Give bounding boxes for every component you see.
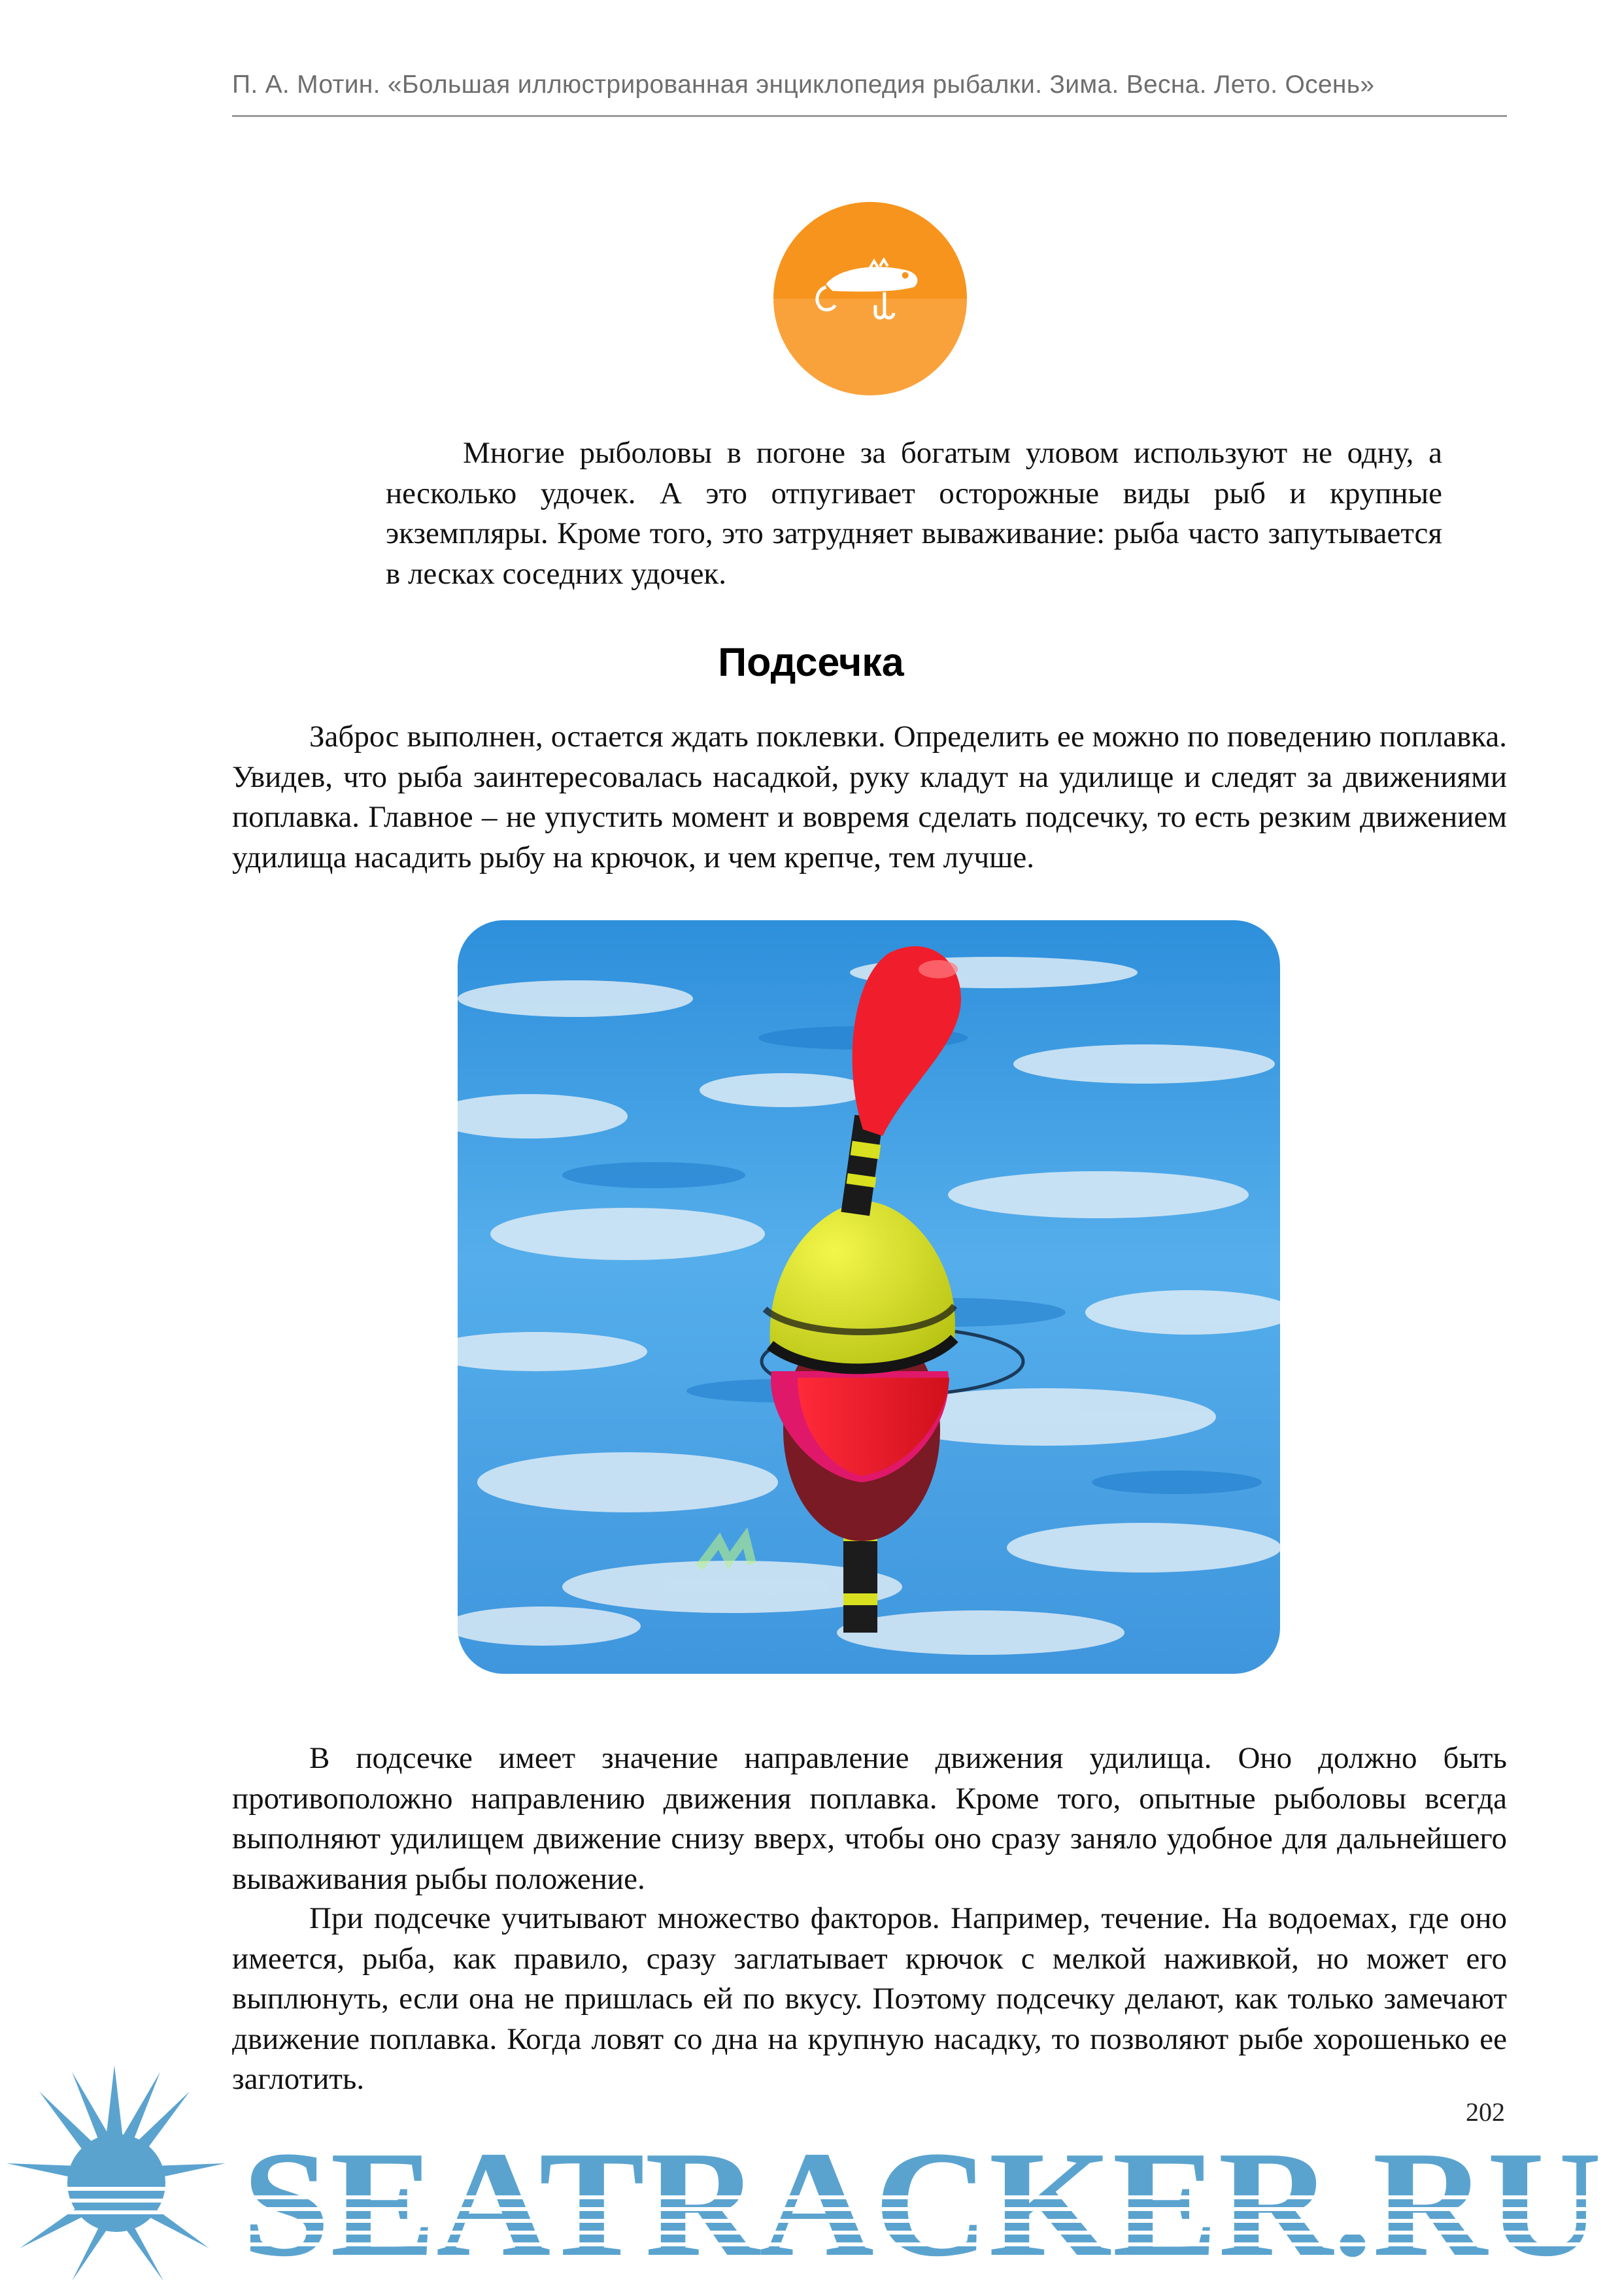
body-paragraph: Заброс выполнен, остается ждать поклевки. Определить ее можно по поведению поплавка. Увидев, что рыба заинтересовалась насадкой, руку кладут на удилище и следят за движениями поплавка. Главное – не упустить момент и вовремя сделать подсечку, то есть резким движением удилища насадить рыбу на крючок, и чем крепче, тем лучше. [232,720,1507,874]
section-title: Подсечка [718,640,904,684]
sun-icon [7,2065,226,2281]
fishing-float-photo [458,920,1280,1674]
fishing-lure-icon [773,201,968,396]
intro-paragraph: Многие рыболовы в погоне за богатым уловом используют не одну, а несколько удочек. А это отпугивает осторожные виды рыб и крупные экземпляры. Кроме того, это затрудняет вываживание: рыба часто запутывается в лесках соседних удочек. [386,436,1442,591]
body-paragraph: При подсечке учитывают множество факторов. Например, течение. На водоемах, где оно имеется, рыба, как правило, сразу заглатывает крючок с мелкой наживкой, но может его выплюнуть, если она не пришлась ей по вкусу. Поэтому подсечку делают, как только замечают движение поплавка. Когда ловят со дна на крупную насадку, то позволяют рыбе хорошенько ее заглотить. [232,1901,1507,2096]
watermark [0,2052,1622,2293]
watermark-text: SEATRACKER.RU [242,2120,1602,2288]
header-divider [232,115,1507,117]
running-header: П. А. Мотин. «Большая иллюстрированная энциклопедия рыбалки. Зима. Весна. Лето. Осень» [232,71,1375,99]
body-paragraph: В подсечке имеет значение направление движения удилища. Оно должно быть противоположно направлению движения поплавка. Кроме того, опытные рыболовы всегда выполняют удилищем движение снизу вверх, чтобы оно сразу заняло удобное для дальнейшего вываживания рыбы положение. [232,1741,1507,1896]
float-on-water-illustration [458,920,1280,1674]
watermark-graphic [0,2052,1622,2293]
page-number: 202 [1466,2097,1505,2127]
